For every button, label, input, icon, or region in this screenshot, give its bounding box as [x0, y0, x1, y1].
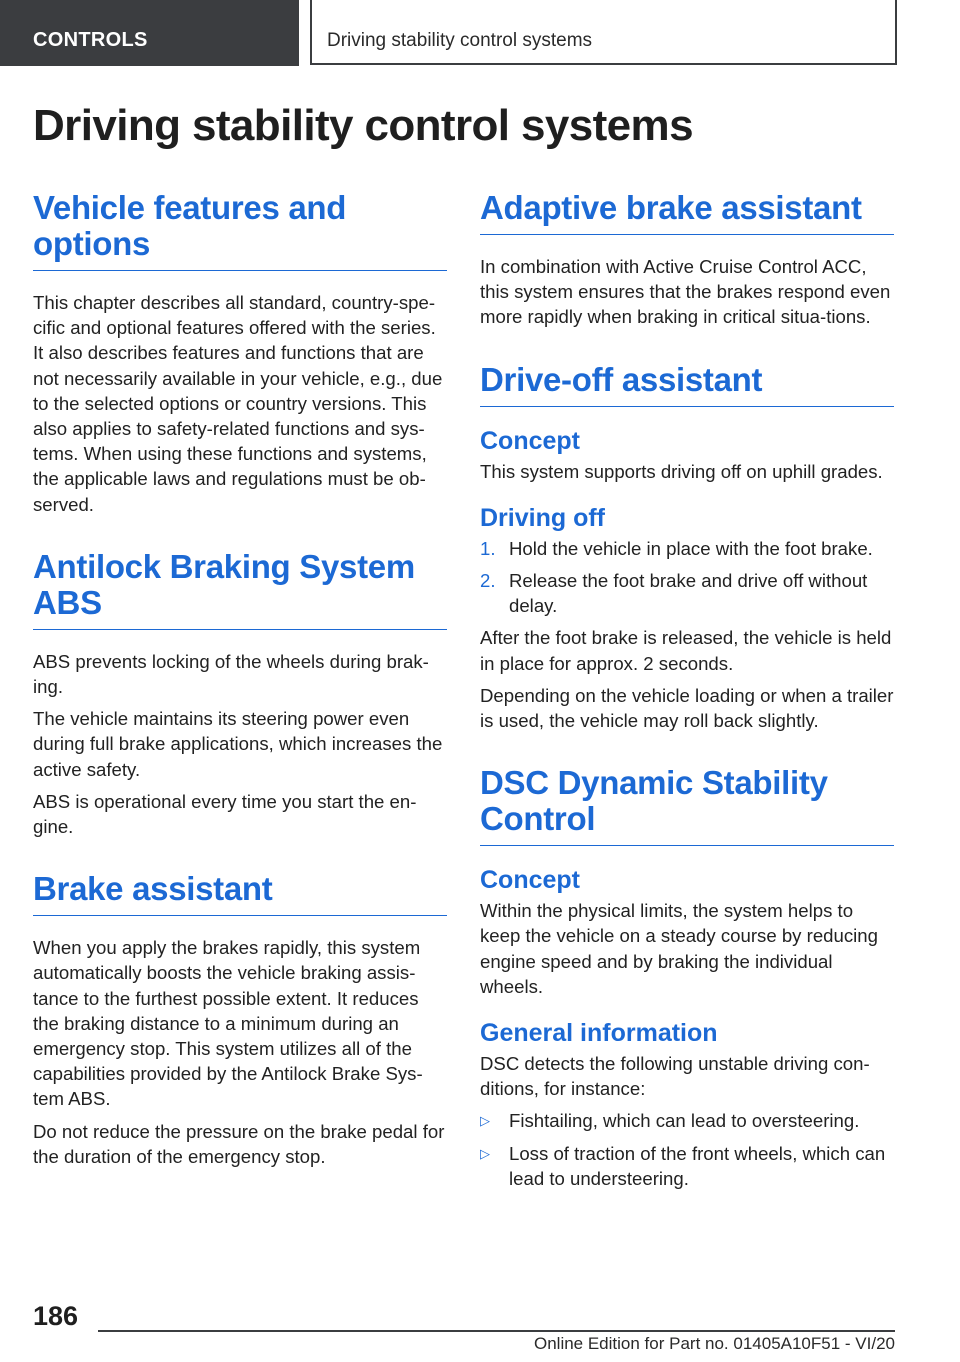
- bullet-text: Loss of traction of the front wheels, which can lead to understeering.: [509, 1142, 886, 1189]
- footer-divider: [98, 1330, 895, 1332]
- bullet-text: Fishtailing, which can lead to oversteering.: [509, 1110, 860, 1132]
- bullet-list: [480, 1108, 894, 1191]
- subsection-title-concept: Concept: [480, 866, 580, 895]
- list-item: [480, 1141, 894, 1191]
- topic-label: Driving stability control systems: [327, 30, 593, 51]
- list-item: [480, 568, 894, 618]
- paragraph: This chapter describes all standard, country-spe‐cific and optional features offered with the series. It also describes features and functions that are not necessarily available in your vehicle, e.g., due to the selected options or country versions. This also applies to safety-related functions and sys‐tems. When using these functions and systems, the applicable laws and regulations must be ob‐served.: [33, 292, 443, 515]
- step-list: [480, 536, 894, 619]
- section-title-brake-assistant: Brake assistant: [33, 871, 447, 916]
- subsection-title-concept: Concept: [480, 426, 580, 455]
- edition-text: Online Edition for Part no. 01405A10F51 - VI/20: [533, 1334, 895, 1353]
- step-number: 2.: [480, 570, 496, 592]
- paragraph: After the foot brake is released, the vehicle is held in place for approx. 2 seconds.: [480, 627, 892, 674]
- triangle-bullet-icon: ▷: [480, 1113, 490, 1129]
- page-number: 186: [33, 1301, 79, 1331]
- list-item: [480, 1108, 894, 1133]
- paragraph: Within the physical limits, the system helps to keep the vehicle on a steady course by reducing engine speed and by braking the individual wheels.: [480, 900, 878, 997]
- list-item: [480, 536, 894, 561]
- paragraph: In combination with Active Cruise Control ACC, this system ensures that the brakes respond even more rapidly when braking in critical situa‐tions.: [480, 256, 891, 328]
- page-title: Driving stability control systems: [33, 101, 693, 150]
- subsection-title-general-information: General information: [480, 1019, 718, 1048]
- paragraph: Depending on the vehicle loading or when a trailer is used, the vehicle may roll back slightly.: [480, 684, 894, 732]
- topic-tab: [310, 0, 897, 65]
- section-label: CONTROLS: [33, 29, 148, 51]
- section-title-abs: Antilock Braking System ABS: [33, 549, 447, 630]
- section-title-drive-off-assistant: Drive-off assistant: [480, 362, 894, 407]
- page-header: [0, 0, 960, 66]
- step-text: Release the foot brake and drive off without delay.: [509, 570, 868, 617]
- subsection-title-driving-off: Driving off: [480, 503, 605, 532]
- triangle-bullet-icon: ▷: [480, 1145, 490, 1161]
- paragraph: ABS is operational every time you start the en‐gine.: [33, 790, 417, 838]
- section-title-adaptive-brake-assistant: Adaptive brake assistant: [480, 190, 894, 235]
- page-footer: [0, 1290, 960, 1362]
- left-column: [33, 190, 447, 1169]
- paragraph: DSC detects the following unstable driving con‐ditions, for instance:: [480, 1053, 870, 1100]
- step-number: 1.: [480, 537, 496, 559]
- step-text: Hold the vehicle in place with the foot brake.: [509, 537, 873, 559]
- section-title-dsc: DSC Dynamic Stability Control: [480, 765, 894, 846]
- paragraph: This system supports driving off on uphill grades.: [480, 460, 883, 482]
- paragraph: Do not reduce the pressure on the brake pedal for the duration of the emergency stop.: [33, 1120, 445, 1167]
- section-title-vehicle-features: Vehicle features and options: [33, 190, 447, 271]
- paragraph: When you apply the brakes rapidly, this system automatically boosts the vehicle braking assis‐tance to the furthest possible extent. It reduces the braking distance to a minimum during an emergency stop. This system utilizes all of the capabilities provided by the Antilock Brake Sys‐tem ABS.: [33, 937, 423, 1110]
- paragraph: The vehicle maintains its steering power even during full brake applications, which increases the active safety.: [33, 708, 443, 780]
- right-column: [480, 190, 894, 1191]
- section-tab: [0, 0, 299, 66]
- paragraph: ABS prevents locking of the wheels during brak‐ing.: [33, 650, 429, 698]
